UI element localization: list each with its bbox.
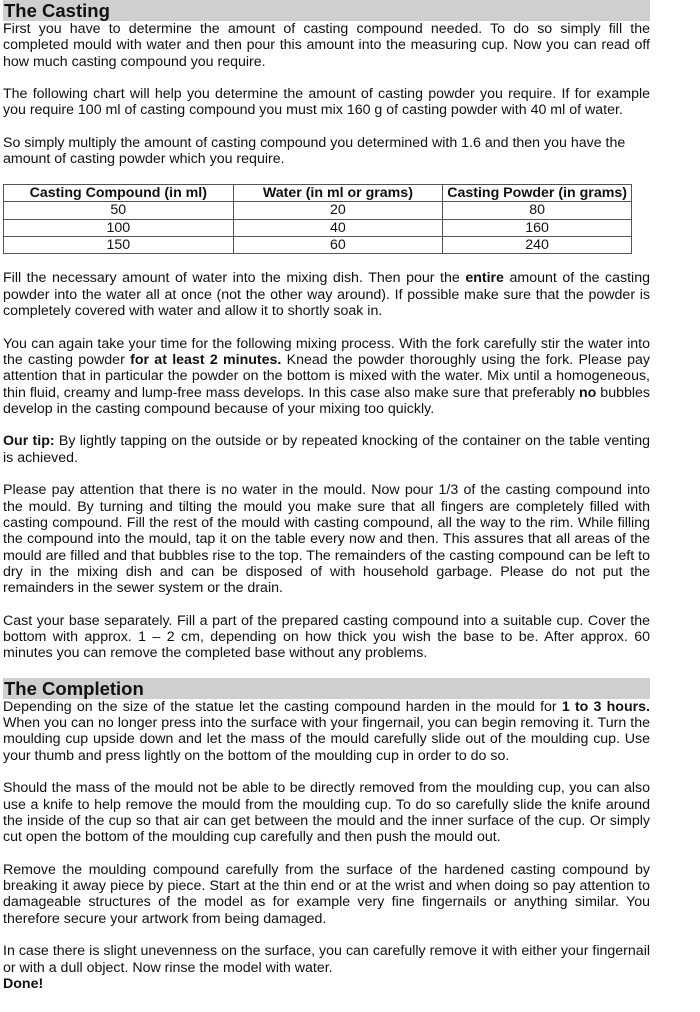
table-cell: 50 (4, 202, 234, 219)
done-label (3, 976, 650, 992)
table-row (4, 236, 632, 253)
text-run: Depending on the size of the statue let the casting compound harden in the mould for (3, 698, 562, 715)
table-header-cell: Casting Powder (in grams) (443, 184, 632, 201)
completion-paragraph-1 (3, 699, 650, 764)
section-heading-completion: The Completion (3, 678, 650, 699)
text-run: bubbles develop in the casting compound because of your mixing too quickly. (3, 384, 651, 417)
text-run: You can again take your time for the following mixing process. With the fork carefully stir the water into the casting powder (3, 335, 650, 368)
casting-paragraph-6: Please pay attention that there is no water in the mould. Now pour 1/3 of the casting compound into the mould. By turning and tilting the mould you make sure that all fingers are completely filled with casting compound. Fill the rest of the mould with casting compound, all the way to the rim. While filling the compound into the mould, tap it on the table every now and then. This assures that all areas of the mould are filled and that bubbles rise to the top. The remainders of the casting compound can be left to dry in the mixing dish and can be disposed of with household garbage. Please do not put the remainders in the sewer system or the drain. (3, 482, 650, 597)
document-page (3, 0, 650, 992)
casting-paragraph-1: First you have to determine the amount of casting compound needed. To do so simply fill the completed mould with water and then pour this amount into the measuring cup. Now you can read off how much casting compound you require. (3, 21, 650, 70)
text-run: When you can no longer press into the surface with your fingernail, you can begin removing it. Turn the moulding cup upside down and let the mass of the mould carefully slide out of the moulding cup. Use your thumb and press lightly on the bottom of the moulding cup in order to do so. (3, 715, 650, 764)
emphasis-duration: for at least 2 minutes. (130, 351, 282, 368)
completion-paragraph-4: In case there is slight unevenness on the surface, you can carefully remove it with either your fingernail or with a dull object. Now rinse the model with water. (3, 943, 650, 976)
table-cell: 60 (233, 236, 443, 253)
done-text: Done! (3, 975, 44, 992)
tip-paragraph (3, 433, 650, 466)
table-cell: 160 (443, 219, 632, 236)
table-row (4, 202, 632, 219)
table-cell: 150 (4, 236, 234, 253)
table-cell: 20 (233, 202, 443, 219)
casting-ratio-table (3, 184, 632, 254)
table-cell: 80 (443, 202, 632, 219)
table-header-cell: Water (in ml or grams) (233, 184, 443, 201)
text-run: amount of the casting powder into the water all at once (not the other way around). If possible make sure that the powder is completely covered with water and allow it to shortly soak in. (3, 270, 650, 320)
emphasis-entire: entire (465, 270, 504, 287)
section-heading-casting: The Casting (3, 0, 650, 21)
table-cell: 100 (4, 219, 234, 236)
emphasis-hours: 1 to 3 hours. (561, 698, 650, 715)
table-header-cell: Casting Compound (in ml) (4, 184, 234, 201)
table-cell: 40 (233, 219, 443, 236)
completion-paragraph-2: Should the mass of the mould not be able to be directly removed from the moulding cup, you can also use a knife to help remove the mould from the moulding cup. To do so carefully slide the knife around the inside of the cup so that air can get between the mould and the inner surface of the cup. Or simply cut open the bottom of the moulding cup carefully and then push the mould out. (3, 780, 650, 846)
table-header-row (4, 184, 632, 201)
casting-paragraph-7: Cast your base separately. Fill a part of the prepared casting compound into a suitable cup. Cover the bottom with approx. 1 – 2 cm, depending on how thick you wish the base to be. After approx. 60 minutes you can remove the completed base without any problems. (3, 612, 650, 662)
text-run: Knead the powder thoroughly using the fork. Please pay attention that in particular the powder on the bottom is mixed with the water. Mix until a homogeneous, thin fluid, creamy and lump-free mass develops. In this case also make sure that preferably (3, 351, 651, 401)
casting-paragraph-3: So simply multiply the amount of casting compound you determined with 1.6 and then you have the amount of casting powder which you require. (3, 135, 626, 168)
tip-text: By lightly tapping on the outside or by repeated knocking of the container on the table venting is achieved. (3, 433, 650, 466)
casting-paragraph-4 (3, 270, 650, 319)
table-row (4, 219, 632, 236)
casting-paragraph-5 (3, 336, 650, 417)
text-run: Fill the necessary amount of water into the mixing dish. Then pour the (3, 270, 466, 287)
completion-paragraph-3: Remove the moulding compound carefully from the surface of the hardened casting compound by breaking it away piece by piece. Start at the thin end or at the wrist and when doing so pay attention to damageable structures of the model as for example very fine fingernails or anything similar. You therefore secure your artwork from being damaged. (3, 861, 650, 927)
table-cell: 240 (443, 236, 632, 253)
emphasis-no: no (579, 384, 597, 401)
tip-label: Our tip: (3, 433, 55, 450)
casting-paragraph-2: The following chart will help you determine the amount of casting powder you require. If for example you require 100 ml of casting compound you must mix 160 g of casting powder with 40 ml of water. (3, 86, 650, 119)
